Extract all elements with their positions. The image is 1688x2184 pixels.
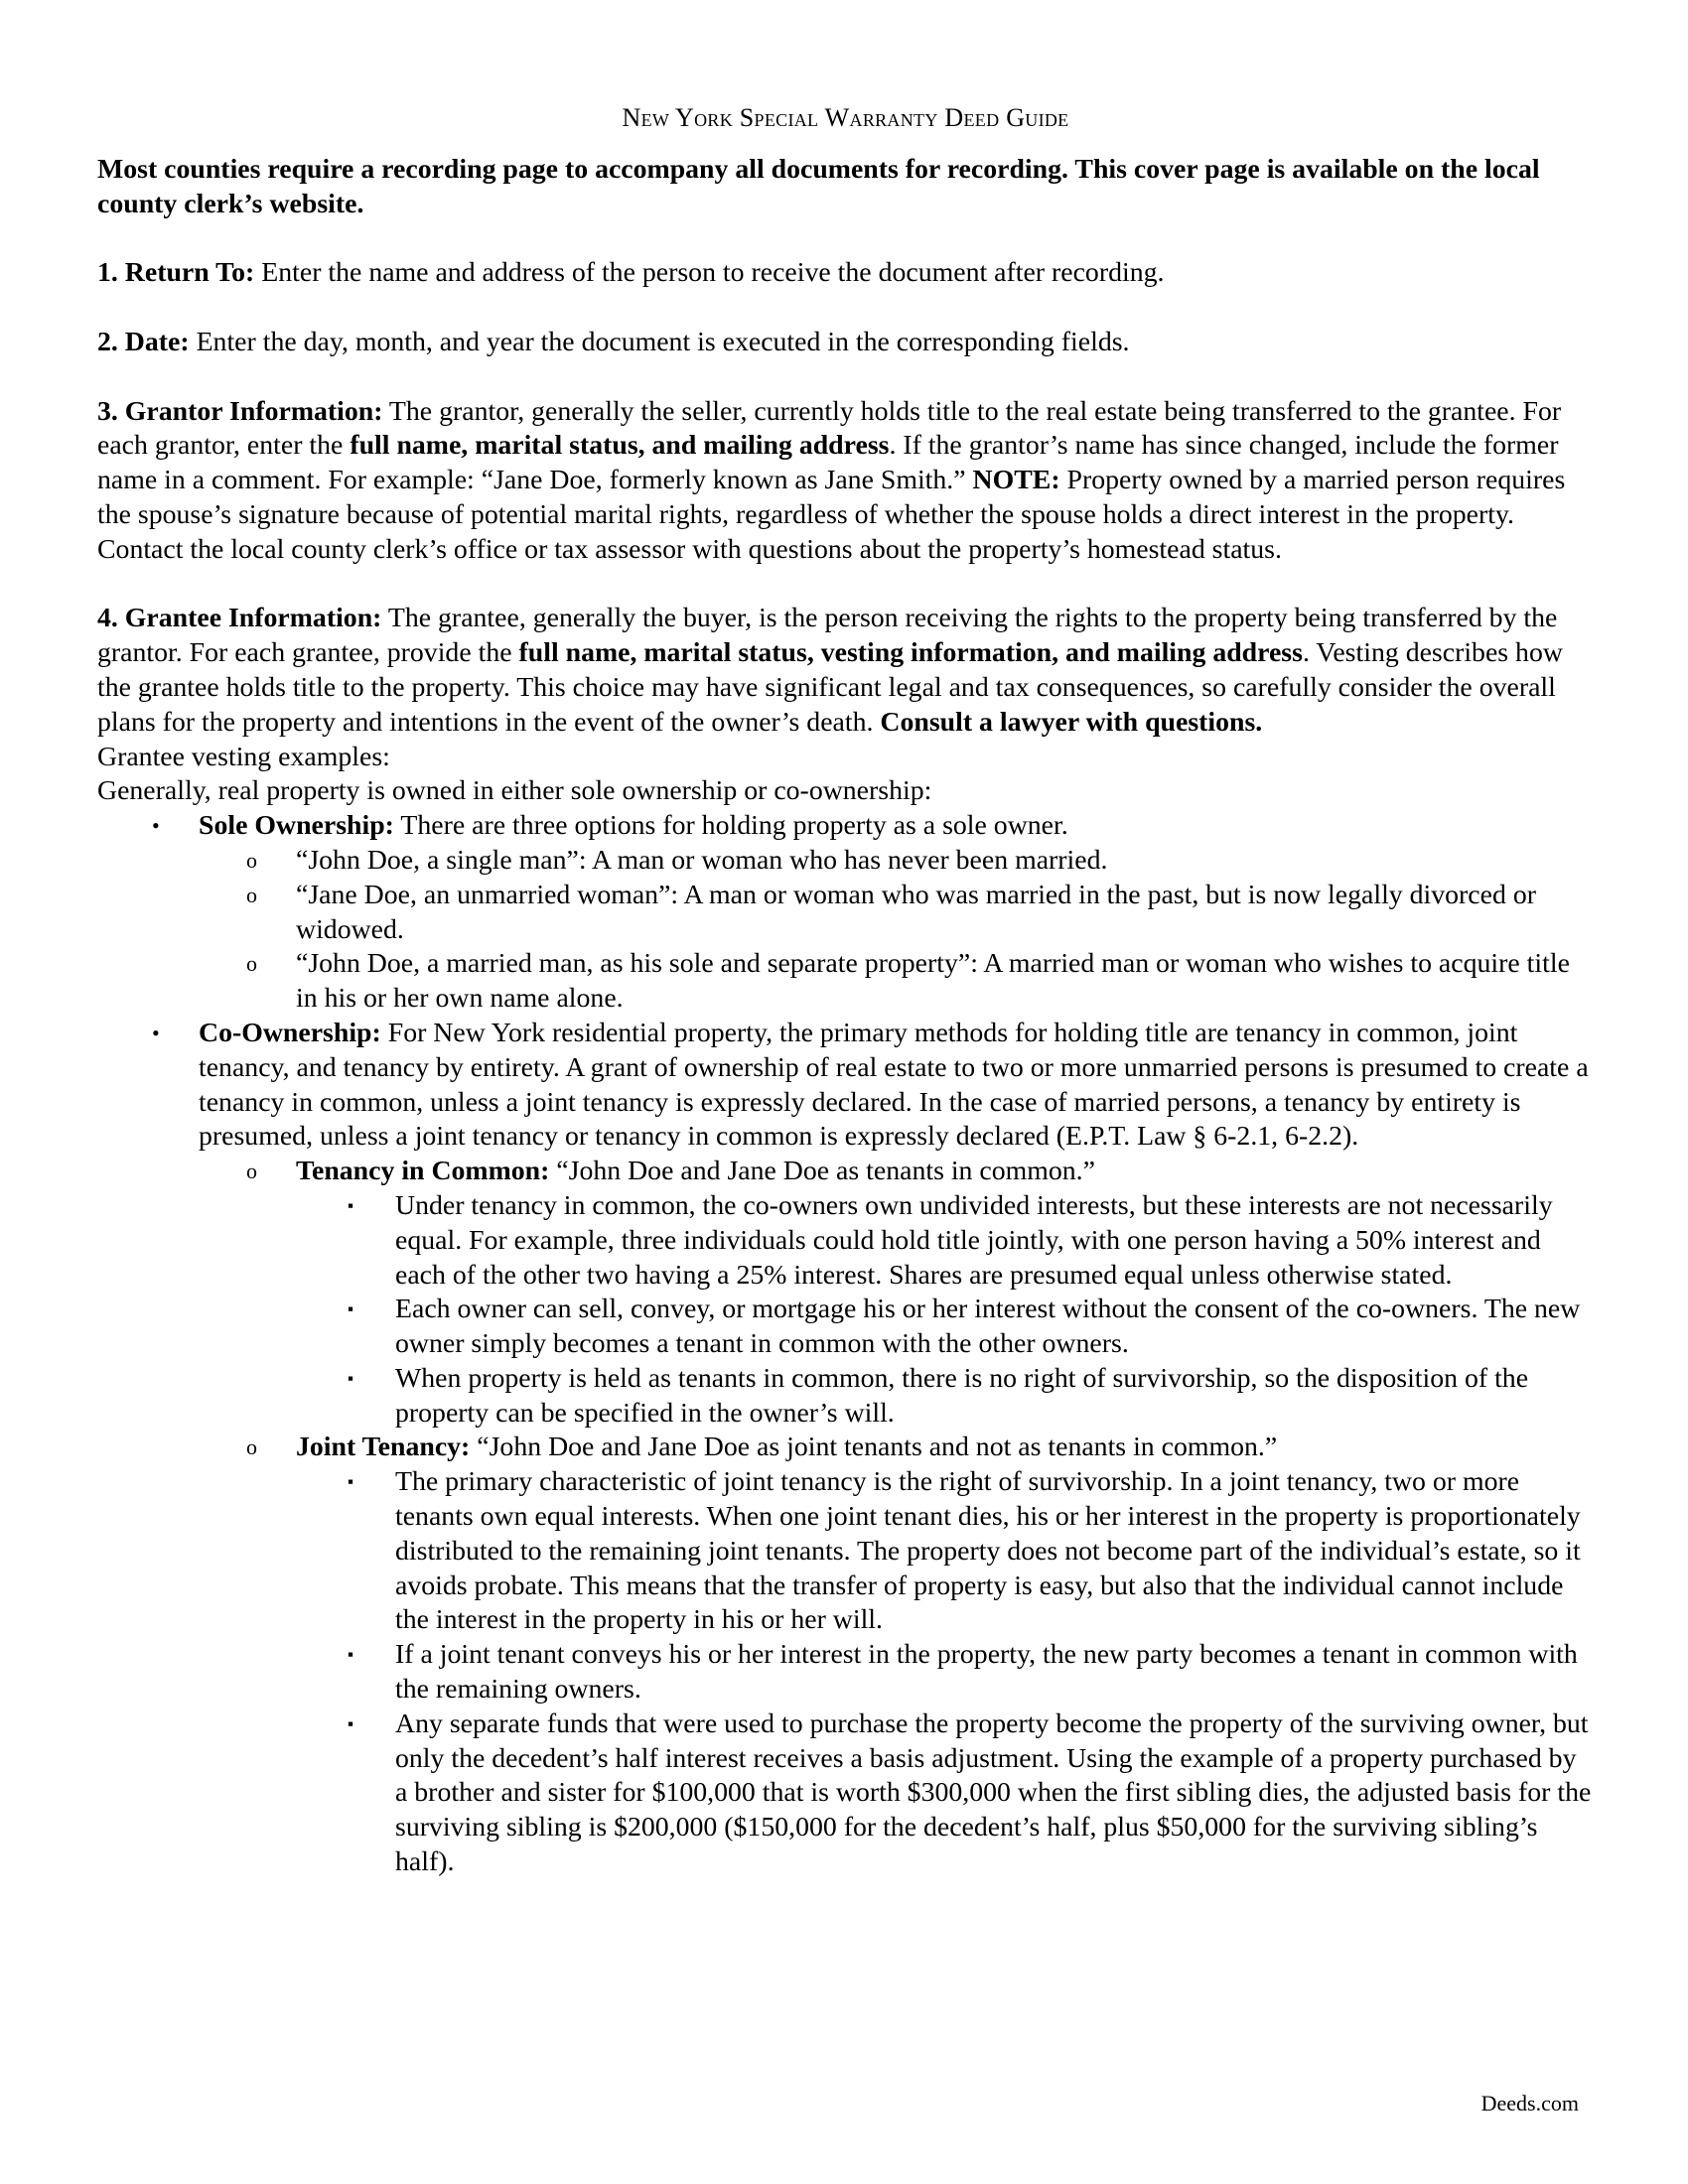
square-bullet-icon: ▪ bbox=[348, 1299, 354, 1319]
ownership-intro: Generally, real property is owned in either sole ownership or co-ownership: bbox=[97, 775, 932, 807]
list-item-sole-ownership: • Sole Ownership: There are three options for holding property as a sole owner. bbox=[97, 809, 1594, 844]
list-item-tenancy-in-common: o Tenancy in Common: “John Doe and Jane Doe as tenants in common.” bbox=[97, 1155, 1594, 1189]
circle-bullet-icon: o bbox=[246, 1434, 257, 1460]
square-bullet-icon: ▪ bbox=[348, 1713, 354, 1733]
circle-bullet-icon: o bbox=[246, 1159, 257, 1184]
list-item-joint-tenancy: o Joint Tenancy: “John Doe and Jane Doe as joint tenants and not as tenants in common.” bbox=[97, 1431, 1594, 1465]
bullet-icon: • bbox=[152, 1020, 160, 1045]
square-bullet-icon: ▪ bbox=[348, 1645, 354, 1665]
circle-bullet-icon: o bbox=[246, 882, 257, 907]
section-grantee-information: 4. Grantee Information: The grantee, generally the buyer, is the person receiving the rights to the property being transferred by the grantor. For each grantee, provide the full name, marital status, vesting information, and mailing address. Vesting describes how the grantee holds title to the property. This choice may have significant legal and tax consequences, so carefully consider the overall plans for the property and intentions in the event of the owner’s death. Consult a lawyer with questions. bbox=[97, 603, 1563, 738]
list-item: ▪ The primary characteristic of joint tenancy is the right of survivorship. In a joint tenancy, two or more tenants own equal interests. When one joint tenant dies, his or her interest in the property is proportionately distributed to the remaining joint tenants. The property does not become part of the individual’s estate, so it avoids probate. This means that the transfer of property is easy, but also that the individual cannot include the interest in the property in his or her will. bbox=[348, 1466, 1581, 1636]
list-item: o “John Doe, a married man, as his sole and separate property”: A married man or woman who wishes to acquire title in his or her own name alone. bbox=[246, 948, 1570, 1015]
list-item: ▪ If a joint tenant conveys his or her interest in the property, the new party becomes a tenant in common with the remaining owners. bbox=[348, 1639, 1578, 1706]
section-date: 2. Date: Enter the day, month, and year the document is executed in the corresponding fields. bbox=[97, 326, 1130, 357]
square-bullet-icon: ▪ bbox=[348, 1368, 354, 1388]
bullet-icon: • bbox=[152, 813, 160, 839]
list-item: ▪ Each owner can sell, convey, or mortgage his or her interest without the consent of the co-owners. The new owner simply becomes a tenant in common with the other owners. bbox=[348, 1294, 1581, 1360]
section-grantor-information: 3. Grantor Information: The grantor, generally the seller, currently holds title to the real estate being transferred to the grantee. For each grantor, enter the full name, marital status, and mailing address. If the grantor’s name has since changed, include the former name in a comment. For example: “Jane Doe, formerly known as Jane Smith.” NOTE: Property owned by a married person requires the spouse’s signature because of potential marital rights, regardless of whether the spouse holds a direct interest in the property. Contact the local county clerk’s office or tax assessor with questions about the property’s homestead status. bbox=[97, 395, 1566, 565]
list-item: ▪ When property is held as tenants in common, there is no right of survivorship, so the disposition of the property can be specified in the owner’s will. bbox=[348, 1362, 1529, 1429]
list-item: o “Jane Doe, an unmarried woman”: A man or woman who was married in the past, but is now legally divorced or widowed. bbox=[246, 879, 1536, 945]
list-item: ▪ Under tenancy in common, the co-owners own undivided interests, but these interests are not necessarily equal. For example, three individuals could hold title jointly, with one person having a 50% interest and each of the other two having a 25% interest. Shares are presumed equal unless otherwise stated. bbox=[348, 1189, 1553, 1291]
list-item-co-ownership: • Co-Ownership: For New York residential property, the primary methods for holding title are tenancy in common, joint tenancy, and tenancy by entirety. A grant of ownership of real estate to two or more unmarried persons is presumed to create a tenancy in common, unless a joint tenancy is expressly declared. In the case of married persons, a tenancy by entirety is presumed, unless a joint tenancy or tenancy in common is expressly declared (E.P.T. Law § 6-2.1, 6-2.2). bbox=[152, 1017, 1589, 1153]
vesting-examples-label: Grantee vesting examples: bbox=[97, 741, 390, 772]
document-page bbox=[97, 101, 1594, 1880]
list-item: o “John Doe, a single man”: A man or woman who has never been married. bbox=[97, 844, 1594, 879]
list-item: ▪ Any separate funds that were used to purchase the property become the property of the surviving owner, but only the decedent’s half interest receives a basis adjustment. Using the example of a property purchased by a brother and sister for $100,000 that is worth $300,000 when the first sibling dies, the adjusted basis for the surviving sibling is $200,000 ($150,000 for the decedent’s half, plus $50,000 for the surviving sibling’s half). bbox=[348, 1707, 1592, 1878]
footer-brand: Deeds.com bbox=[1480, 2091, 1579, 2116]
square-bullet-icon: ▪ bbox=[348, 1195, 354, 1215]
circle-bullet-icon: o bbox=[246, 951, 257, 977]
section-return-to: 1. Return To: Enter the name and address of the person to receive the document after recording. bbox=[97, 257, 1165, 289]
square-bullet-icon: ▪ bbox=[348, 1472, 354, 1492]
circle-bullet-icon: o bbox=[246, 847, 257, 873]
intro-paragraph: Most counties require a recording page to accompany all documents for recording. This cover page is available on the local county clerk’s website. bbox=[97, 154, 1540, 219]
ownership-list bbox=[97, 809, 1594, 1880]
page-title: New York Special Warranty Deed Guide bbox=[622, 103, 1069, 132]
